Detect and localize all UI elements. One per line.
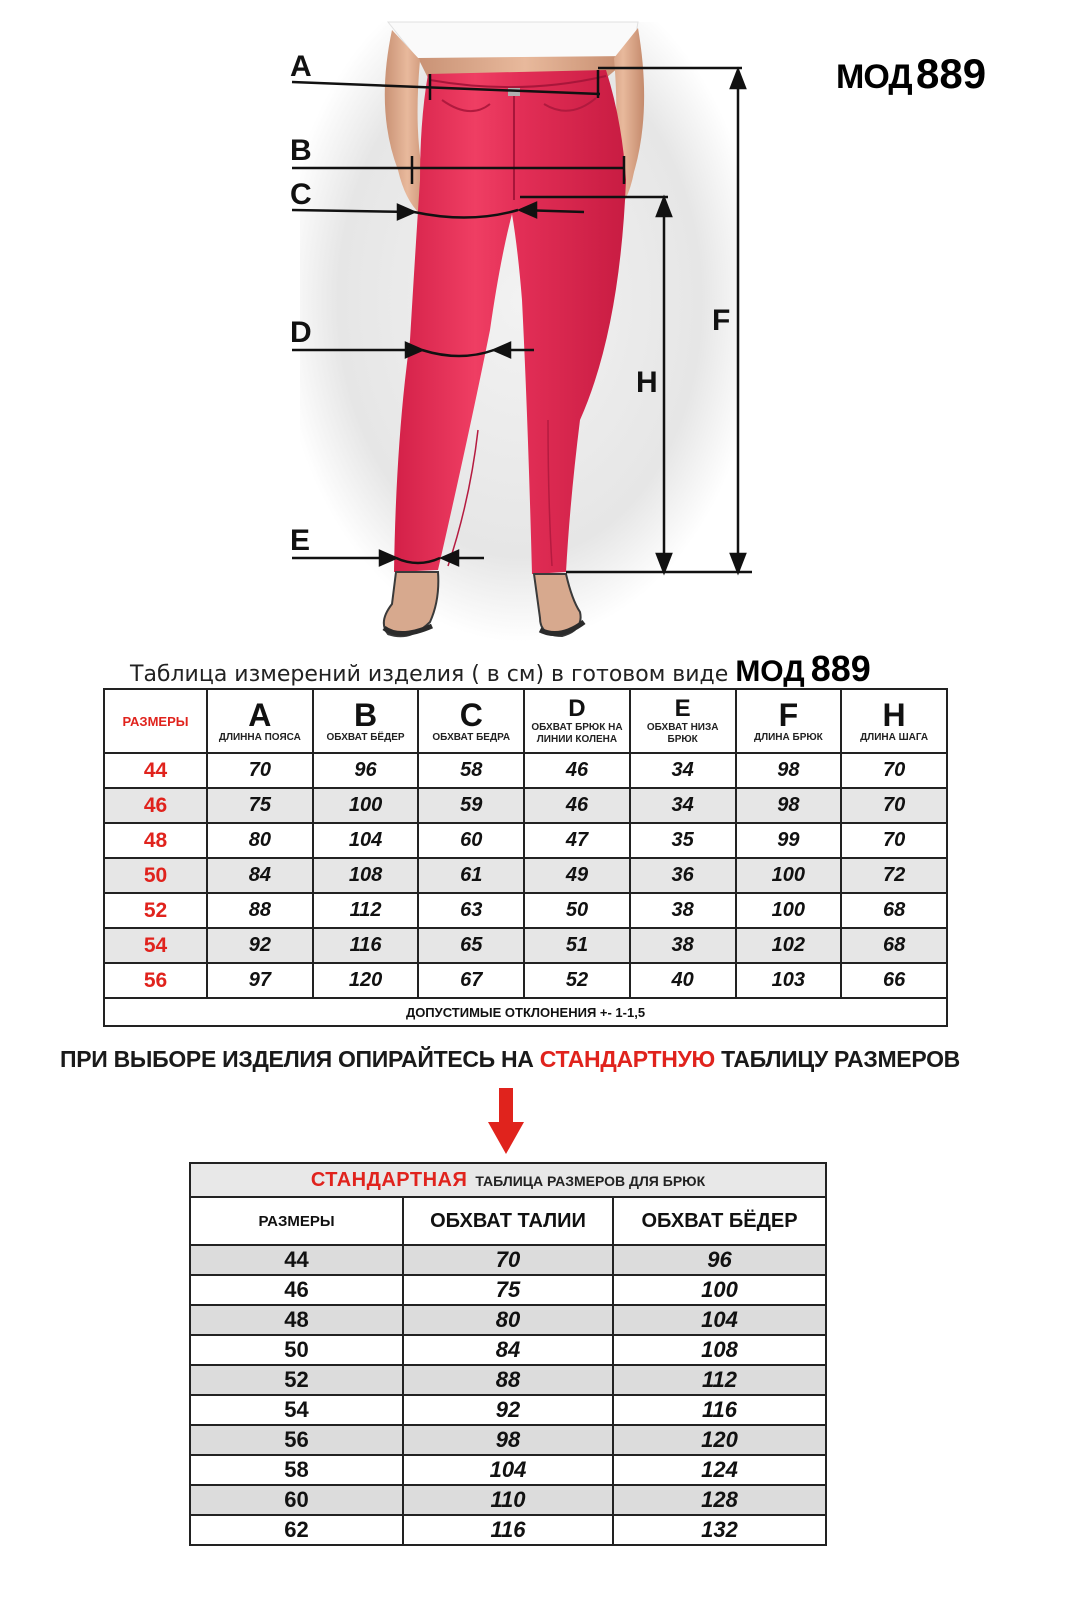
dim-label-e: E: [290, 524, 311, 557]
value-cell: 116: [613, 1395, 826, 1425]
value-cell: 47: [524, 823, 630, 858]
standard-table-title-row: [190, 1163, 826, 1197]
column-description: ДЛИННА ПОЯСА: [218, 732, 301, 743]
value-cell: 46: [524, 788, 630, 823]
tolerance-row: [104, 998, 947, 1026]
column-header-c: [418, 689, 524, 753]
size-cell: 44: [104, 753, 207, 788]
value-cell: 104: [403, 1455, 613, 1485]
standard-table-title: [190, 1163, 826, 1197]
size-cell: 46: [190, 1275, 403, 1305]
table-row: [190, 1245, 826, 1275]
table-row: [190, 1425, 826, 1455]
table-row: [190, 1515, 826, 1545]
arrow-down-icon: [488, 1088, 524, 1154]
column-header-e: [630, 689, 736, 753]
value-cell: 124: [613, 1455, 826, 1485]
value-cell: 80: [207, 823, 313, 858]
value-cell: 52: [524, 963, 630, 998]
size-cell: 46: [104, 788, 207, 823]
tolerance-note: ДОПУСТИМЫЕ ОТКЛОНЕНИЯ +- 1-1,5: [104, 998, 947, 1026]
value-cell: 100: [613, 1275, 826, 1305]
value-cell: 70: [841, 753, 947, 788]
table-row: [104, 858, 947, 893]
value-cell: 92: [207, 928, 313, 963]
column-description: ОБХВАТ БЁДЕР: [326, 732, 405, 743]
table-row: [190, 1455, 826, 1485]
value-cell: 34: [630, 753, 736, 788]
size-cell: 52: [104, 893, 207, 928]
header-hips: ОБХВАТ БЁДЕР: [613, 1197, 826, 1245]
value-cell: 61: [418, 858, 524, 893]
column-header-a: [207, 689, 313, 753]
measurement-figure: [0, 0, 1066, 660]
value-cell: 100: [736, 893, 842, 928]
value-cell: 100: [313, 788, 419, 823]
table-row: [190, 1305, 826, 1335]
value-cell: 110: [403, 1485, 613, 1515]
value-cell: 104: [613, 1305, 826, 1335]
pants-illustration: [0, 0, 1066, 660]
value-cell: 116: [403, 1515, 613, 1545]
model-prefix: МОД: [735, 655, 805, 688]
sizes-header: РАЗМЕРЫ: [104, 689, 207, 753]
standard-title-rest: ТАБЛИЦА РАЗМЕРОВ ДЛЯ БРЮК: [475, 1172, 706, 1189]
table-row: [104, 893, 947, 928]
value-cell: 104: [313, 823, 419, 858]
value-cell: 60: [418, 823, 524, 858]
column-description: ДЛИНА БРЮК: [753, 732, 823, 743]
measurement-header-row: [104, 689, 947, 753]
size-cell: 50: [190, 1335, 403, 1365]
value-cell: 75: [403, 1275, 613, 1305]
value-cell: 96: [613, 1245, 826, 1275]
value-cell: 70: [841, 823, 947, 858]
value-cell: 98: [736, 788, 842, 823]
value-cell: 46: [524, 753, 630, 788]
value-cell: 34: [630, 788, 736, 823]
model-prefix: МОД: [836, 58, 912, 96]
measurement-table: [103, 688, 948, 1027]
table-row: [104, 928, 947, 963]
value-cell: 58: [418, 753, 524, 788]
size-cell: 60: [190, 1485, 403, 1515]
table-row: [190, 1485, 826, 1515]
value-cell: 51: [524, 928, 630, 963]
value-cell: 96: [313, 753, 419, 788]
value-cell: 92: [403, 1395, 613, 1425]
table-row: [190, 1275, 826, 1305]
measurement-table-title: [130, 648, 871, 690]
column-letter: D: [568, 695, 586, 722]
size-cell: 62: [190, 1515, 403, 1545]
standard-size-table: [189, 1162, 827, 1546]
column-letter: B: [354, 697, 378, 733]
value-cell: 108: [313, 858, 419, 893]
value-cell: 99: [736, 823, 842, 858]
column-header-f: [736, 689, 842, 753]
value-cell: 108: [613, 1335, 826, 1365]
value-cell: 84: [403, 1335, 613, 1365]
size-cell: 56: [190, 1425, 403, 1455]
value-cell: 88: [403, 1365, 613, 1395]
value-cell: 68: [841, 928, 947, 963]
value-cell: 67: [418, 963, 524, 998]
column-header-b: [313, 689, 419, 753]
value-cell: 70: [403, 1245, 613, 1275]
standard-table-header-row: [190, 1197, 826, 1245]
value-cell: 120: [613, 1425, 826, 1455]
model-number-top: [836, 50, 986, 98]
value-cell: 103: [736, 963, 842, 998]
table-row: [104, 963, 947, 998]
value-cell: 116: [313, 928, 419, 963]
header-sizes: РАЗМЕРЫ: [190, 1197, 403, 1245]
value-cell: 63: [418, 893, 524, 928]
model-number: 889: [810, 648, 871, 689]
column-description: ОБХВАТ НИЗА БРЮК: [646, 722, 719, 745]
measurement-table-body: [104, 753, 947, 998]
value-cell: 38: [630, 893, 736, 928]
value-cell: 75: [207, 788, 313, 823]
table-row: [104, 753, 947, 788]
value-cell: 100: [736, 858, 842, 893]
advice-text-start: ПРИ ВЫБОРЕ ИЗДЕЛИЯ ОПИРАЙТЕСЬ НА: [59, 1046, 540, 1072]
size-cell: 54: [104, 928, 207, 963]
size-cell: 48: [104, 823, 207, 858]
standard-table-body: [190, 1245, 826, 1545]
dim-label-b: B: [290, 134, 312, 167]
value-cell: 70: [841, 788, 947, 823]
column-header-h: [841, 689, 947, 753]
value-cell: 35: [630, 823, 736, 858]
advice-highlight: СТАНДАРТНУЮ: [539, 1046, 715, 1072]
measurement-title-model: [735, 648, 871, 689]
size-cell: 50: [104, 858, 207, 893]
size-cell: 48: [190, 1305, 403, 1335]
value-cell: 88: [207, 893, 313, 928]
table-row: [190, 1335, 826, 1365]
value-cell: 98: [736, 753, 842, 788]
table-row: [104, 823, 947, 858]
value-cell: 97: [207, 963, 313, 998]
white-top: [388, 22, 638, 62]
value-cell: 36: [630, 858, 736, 893]
size-cell: 52: [190, 1365, 403, 1395]
dim-label-d: D: [290, 316, 312, 349]
column-letter: E: [674, 695, 691, 722]
size-cell: 58: [190, 1455, 403, 1485]
value-cell: 120: [313, 963, 419, 998]
table-row: [190, 1395, 826, 1425]
size-cell: 56: [104, 963, 207, 998]
dim-label-c: C: [290, 178, 312, 211]
value-cell: 66: [841, 963, 947, 998]
measurement-title-text: Таблица измерений изделия ( в см) в готовом виде: [130, 662, 729, 687]
column-header-d: [524, 689, 630, 753]
value-cell: 112: [613, 1365, 826, 1395]
value-cell: 40: [630, 963, 736, 998]
table-row: [104, 788, 947, 823]
value-cell: 132: [613, 1515, 826, 1545]
value-cell: 68: [841, 893, 947, 928]
column-letter: H: [882, 697, 906, 733]
value-cell: 112: [313, 893, 419, 928]
column-description: ДЛИНА ШАГА: [860, 732, 929, 743]
value-cell: 72: [841, 858, 947, 893]
value-cell: 65: [418, 928, 524, 963]
header-waist: ОБХВАТ ТАЛИИ: [403, 1197, 613, 1245]
value-cell: 80: [403, 1305, 613, 1335]
column-letter: C: [459, 697, 483, 733]
size-advice: [0, 1046, 1020, 1073]
value-cell: 102: [736, 928, 842, 963]
value-cell: 128: [613, 1485, 826, 1515]
column-letter: A: [248, 697, 272, 733]
table-row: [190, 1365, 826, 1395]
advice-text-end: ТАБЛИЦУ РАЗМЕРОВ: [714, 1046, 960, 1072]
value-cell: 70: [207, 753, 313, 788]
value-cell: 50: [524, 893, 630, 928]
dim-label-h: H: [636, 366, 658, 399]
model-number: 889: [916, 50, 987, 97]
dim-label-a: A: [290, 50, 312, 83]
value-cell: 98: [403, 1425, 613, 1455]
column-description: ОБХВАТ БРЮК НА ЛИНИИ КОЛЕНА: [531, 722, 623, 745]
column-description: ОБХВАТ БЕДРА: [432, 732, 511, 743]
size-cell: 44: [190, 1245, 403, 1275]
value-cell: 49: [524, 858, 630, 893]
value-cell: 84: [207, 858, 313, 893]
size-cell: 54: [190, 1395, 403, 1425]
column-letter: F: [778, 697, 799, 733]
value-cell: 38: [630, 928, 736, 963]
value-cell: 59: [418, 788, 524, 823]
dim-label-f: F: [712, 304, 731, 337]
standard-title-highlight: СТАНДАРТНАЯ: [310, 1168, 468, 1191]
